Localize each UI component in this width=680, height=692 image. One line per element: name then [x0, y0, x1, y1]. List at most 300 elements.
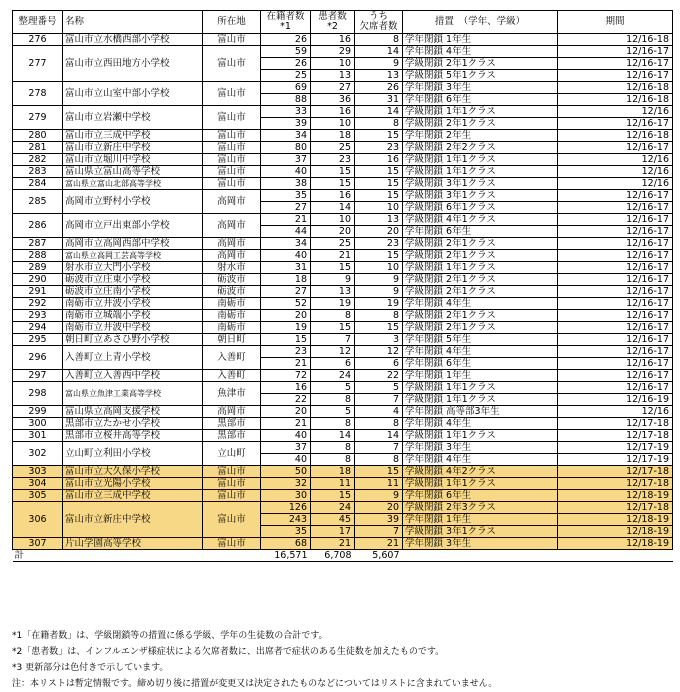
school-location: 魚津市 — [203, 382, 261, 406]
patient-count: 17 — [311, 526, 355, 538]
patient-count: 6 — [311, 358, 355, 370]
absent-count: 8 — [355, 310, 403, 322]
enrolled-count: 59 — [261, 46, 311, 58]
enrolled-count: 22 — [261, 394, 311, 406]
school-number: 300 — [13, 418, 63, 430]
patient-count: 10 — [311, 214, 355, 226]
patient-count: 7 — [311, 334, 355, 346]
closure-measure: 学級閉鎖 1年1クラス — [403, 478, 558, 490]
school-number: 284 — [13, 178, 63, 190]
enrolled-count: 38 — [261, 178, 311, 190]
header-name: 名称 — [63, 11, 203, 34]
school-location: 南砺市 — [203, 310, 261, 322]
absent-count: 9 — [355, 58, 403, 70]
enrolled-count: 19 — [261, 322, 311, 334]
closure-measure: 学級閉鎖 3年1クラス — [403, 190, 558, 202]
enrolled-count: 37 — [261, 154, 311, 166]
closure-measure: 学級閉鎖 5年1クラス — [403, 70, 558, 82]
school-location: 黒部市 — [203, 418, 261, 430]
enrolled-count: 31 — [261, 262, 311, 274]
school-location: 高岡市 — [203, 250, 261, 262]
patient-count: 11 — [311, 478, 355, 490]
school-name: 富山市立三成中学校 — [63, 130, 203, 142]
absent-count: 22 — [355, 370, 403, 382]
header-measure: 措置 （学年、学級） — [403, 11, 558, 34]
absent-count: 13 — [355, 214, 403, 226]
closure-measure: 学級閉鎖 2年2クラス — [403, 142, 558, 154]
closure-period: 12/16-18 — [558, 130, 673, 142]
school-name: 黒部市立桜井高等学校 — [63, 430, 203, 442]
closure-measure: 学年閉鎖 6年生 — [403, 226, 558, 238]
school-location: 富山市 — [203, 178, 261, 190]
absent-count: 15 — [355, 130, 403, 142]
closure-period: 12/18-19 — [558, 538, 673, 550]
enrolled-count: 34 — [261, 130, 311, 142]
enrolled-count: 25 — [261, 70, 311, 82]
footnote-4: 注：本リストは暫定情報です。締め切り後に措置が変更又は決定されたものなどについてはリストに含まれていません。 — [12, 679, 498, 689]
total-patients: 6,708 — [311, 550, 355, 562]
school-number: 294 — [13, 322, 63, 334]
table-row — [13, 406, 673, 418]
absent-count: 8 — [355, 34, 403, 46]
closure-measure: 学年閉鎖 1年生 — [403, 514, 558, 526]
school-location: 入善町 — [203, 346, 261, 370]
school-location: 富山市 — [203, 154, 261, 166]
absent-count: 26 — [355, 82, 403, 94]
closure-measure: 学級閉鎖 1年1クラス — [403, 394, 558, 406]
school-name: 砺波市立庄東小学校 — [63, 274, 203, 286]
school-number: 291 — [13, 286, 63, 298]
school-number: 283 — [13, 166, 63, 178]
table-row — [13, 334, 673, 346]
enrolled-count: 27 — [261, 286, 311, 298]
patient-count: 20 — [311, 226, 355, 238]
closure-period: 12/16-17 — [558, 70, 673, 82]
closure-measure: 学級閉鎖 2年1クラス — [403, 238, 558, 250]
school-location: 富山市 — [203, 466, 261, 478]
closure-measure: 学年閉鎖 1年生 — [403, 370, 558, 382]
closure-period: 12/16-17 — [558, 190, 673, 202]
patient-count: 18 — [311, 466, 355, 478]
total-absent: 5,607 — [355, 550, 403, 562]
closure-period: 12/16-17 — [558, 262, 673, 274]
closure-period: 12/18-19 — [558, 514, 673, 526]
patient-count: 5 — [311, 382, 355, 394]
patient-count: 25 — [311, 142, 355, 154]
closure-period: 12/18-19 — [558, 490, 673, 502]
footnote-2: *2「患者数」は、インフルエンザ様症状による欠席者数に、出席者で症状のある生徒数を加えたものです。 — [12, 647, 445, 657]
school-number: 298 — [13, 382, 63, 406]
footnotes — [12, 628, 672, 692]
closure-measure: 学年閉鎖 4年生 — [403, 46, 558, 58]
absent-count: 5 — [355, 382, 403, 394]
school-name: 高岡市立野村小学校 — [63, 190, 203, 214]
table-row — [13, 106, 673, 118]
absent-count: 21 — [355, 538, 403, 550]
school-location: 砺波市 — [203, 286, 261, 298]
enrolled-count: 20 — [261, 406, 311, 418]
school-location: 立山町 — [203, 442, 261, 466]
enrolled-count: 72 — [261, 370, 311, 382]
school-number: 299 — [13, 406, 63, 418]
enrolled-count: 50 — [261, 466, 311, 478]
absent-count: 11 — [355, 478, 403, 490]
total-blank — [558, 550, 673, 562]
closure-measure: 学級閉鎖 1年1クラス — [403, 166, 558, 178]
closure-period: 12/16-17 — [558, 58, 673, 70]
school-location: 富山市 — [203, 502, 261, 538]
total-label: 計 — [13, 550, 63, 562]
school-location: 富山市 — [203, 106, 261, 130]
closure-period: 12/16-18 — [558, 82, 673, 94]
enrolled-count: 26 — [261, 58, 311, 70]
table-row — [13, 262, 673, 274]
school-closure-table — [12, 10, 673, 562]
closure-period: 12/16-17 — [558, 298, 673, 310]
patient-count: 16 — [311, 34, 355, 46]
school-name: 富山市立光陽小学校 — [63, 478, 203, 490]
enrolled-count: 21 — [261, 418, 311, 430]
footnote-1: *1「在籍者数」は、学級閉鎖等の措置に係る学級、学年の生徒数の合計です。 — [12, 631, 328, 641]
table-row — [13, 154, 673, 166]
table-body — [13, 34, 673, 562]
table-row — [13, 142, 673, 154]
enrolled-count: 88 — [261, 94, 311, 106]
closure-measure: 学級閉鎖 2年3クラス — [403, 502, 558, 514]
closure-measure: 学級閉鎖 6年1クラス — [403, 202, 558, 214]
closure-period: 12/16-18 — [558, 34, 673, 46]
enrolled-count: 18 — [261, 274, 311, 286]
school-number: 301 — [13, 430, 63, 442]
closure-period: 12/16 — [558, 166, 673, 178]
total-blank — [403, 550, 558, 562]
closure-period: 12/17-18 — [558, 502, 673, 514]
footnote-3: *3 更新部分は色付きで示しています。 — [12, 663, 169, 673]
school-name: 富山市立水橋西部小学校 — [63, 34, 203, 46]
school-number: 279 — [13, 106, 63, 130]
school-number: 306 — [13, 502, 63, 538]
school-location: 入善町 — [203, 370, 261, 382]
patient-count: 24 — [311, 370, 355, 382]
school-name: 富山県立魚津工業高等学校 — [63, 382, 203, 406]
closure-period: 12/17-18 — [558, 418, 673, 430]
school-location: 富山市 — [203, 142, 261, 154]
school-number: 276 — [13, 34, 63, 46]
closure-measure: 学年閉鎖 6年生 — [403, 490, 558, 502]
school-name: 南砺市立井波中学校 — [63, 322, 203, 334]
enrolled-count: 40 — [261, 430, 311, 442]
school-name: 入善町立入善西中学校 — [63, 370, 203, 382]
school-name: 富山市立堀川中学校 — [63, 154, 203, 166]
closure-period: 12/16-17 — [558, 358, 673, 370]
school-name: 南砺市立城端小学校 — [63, 310, 203, 322]
enrolled-count: 52 — [261, 298, 311, 310]
absent-count: 15 — [355, 166, 403, 178]
absent-count: 4 — [355, 406, 403, 418]
table-row — [13, 214, 673, 226]
table-row — [13, 478, 673, 490]
patient-count: 36 — [311, 94, 355, 106]
closure-period: 12/16-17 — [558, 286, 673, 298]
patient-count: 10 — [311, 118, 355, 130]
school-number: 286 — [13, 214, 63, 238]
enrolled-count: 21 — [261, 214, 311, 226]
absent-count: 7 — [355, 442, 403, 454]
absent-count: 8 — [355, 454, 403, 466]
table-row — [13, 286, 673, 298]
closure-period: 12/16-17 — [558, 382, 673, 394]
absent-count: 15 — [355, 322, 403, 334]
table-row — [13, 382, 673, 394]
table-row — [13, 442, 673, 454]
closure-period: 12/16-17 — [558, 346, 673, 358]
school-name: 富山県立富山高等学校 — [63, 166, 203, 178]
enrolled-count: 68 — [261, 538, 311, 550]
patient-count: 23 — [311, 154, 355, 166]
school-name: 黒部市立たかせ小学校 — [63, 418, 203, 430]
absent-count: 15 — [355, 190, 403, 202]
patient-count: 16 — [311, 190, 355, 202]
school-number: 304 — [13, 478, 63, 490]
enrolled-count: 30 — [261, 490, 311, 502]
closure-period: 12/16-17 — [558, 46, 673, 58]
school-number: 288 — [13, 250, 63, 262]
patient-count: 27 — [311, 82, 355, 94]
closure-period: 12/16-17 — [558, 142, 673, 154]
school-number: 296 — [13, 346, 63, 370]
patient-count: 19 — [311, 298, 355, 310]
patient-count: 9 — [311, 274, 355, 286]
table-row — [13, 322, 673, 334]
absent-count: 23 — [355, 142, 403, 154]
enrolled-count: 35 — [261, 190, 311, 202]
patient-count: 15 — [311, 178, 355, 190]
closure-measure: 学年閉鎖 4年生 — [403, 418, 558, 430]
closure-period: 12/16-17 — [558, 214, 673, 226]
table-row — [13, 166, 673, 178]
closure-table-container — [12, 10, 673, 562]
absent-count: 10 — [355, 262, 403, 274]
absent-count: 9 — [355, 274, 403, 286]
patient-count: 45 — [311, 514, 355, 526]
closure-measure: 学年閉鎖 6年生 — [403, 94, 558, 106]
patient-count: 8 — [311, 310, 355, 322]
closure-period: 12/16-17 — [558, 274, 673, 286]
patient-count: 21 — [311, 250, 355, 262]
school-location: 朝日町 — [203, 334, 261, 346]
table-row — [13, 178, 673, 190]
closure-measure: 学年閉鎖 高等部3年生 — [403, 406, 558, 418]
school-number: 307 — [13, 538, 63, 550]
school-location: 富山市 — [203, 490, 261, 502]
absent-count: 9 — [355, 490, 403, 502]
school-number: 281 — [13, 142, 63, 154]
absent-count: 8 — [355, 418, 403, 430]
school-name: 富山県立富山北部高等学校 — [63, 178, 203, 190]
table-row — [13, 46, 673, 58]
school-name: 富山市立三成中学校 — [63, 490, 203, 502]
closure-period: 12/17-18 — [558, 478, 673, 490]
school-name: 富山市立西田地方小学校 — [63, 46, 203, 82]
closure-period: 12/17-18 — [558, 466, 673, 478]
school-name: 富山市立大久保小学校 — [63, 466, 203, 478]
enrolled-count: 126 — [261, 502, 311, 514]
school-number: 280 — [13, 130, 63, 142]
closure-measure: 学級閉鎖 2年1クラス — [403, 322, 558, 334]
absent-count: 39 — [355, 514, 403, 526]
enrolled-count: 69 — [261, 82, 311, 94]
closure-measure: 学級閉鎖 1年1クラス — [403, 106, 558, 118]
absent-count: 31 — [355, 94, 403, 106]
patient-count: 18 — [311, 130, 355, 142]
absent-count: 15 — [355, 178, 403, 190]
closure-period: 12/16 — [558, 154, 673, 166]
table-row — [13, 490, 673, 502]
school-name: 朝日町立あさひ野小学校 — [63, 334, 203, 346]
absent-count: 3 — [355, 334, 403, 346]
school-name: 富山市立新庄中学校 — [63, 502, 203, 538]
school-number: 282 — [13, 154, 63, 166]
absent-count: 7 — [355, 394, 403, 406]
absent-count: 12 — [355, 346, 403, 358]
absent-count: 15 — [355, 466, 403, 478]
patient-count: 15 — [311, 322, 355, 334]
school-name: 高岡市立高岡西部中学校 — [63, 238, 203, 250]
closure-measure: 学年閉鎖 6年生 — [403, 358, 558, 370]
school-location: 砺波市 — [203, 274, 261, 286]
table-row — [13, 418, 673, 430]
enrolled-count: 35 — [261, 526, 311, 538]
enrolled-count: 21 — [261, 358, 311, 370]
closure-measure: 学級閉鎖 1年1クラス — [403, 262, 558, 274]
enrolled-count: 37 — [261, 442, 311, 454]
closure-measure: 学年閉鎖 3年生 — [403, 82, 558, 94]
school-location: 黒部市 — [203, 430, 261, 442]
patient-count: 25 — [311, 238, 355, 250]
enrolled-count: 20 — [261, 310, 311, 322]
table-row — [13, 238, 673, 250]
patient-count: 15 — [311, 490, 355, 502]
closure-period: 12/18-19 — [558, 526, 673, 538]
school-location: 高岡市 — [203, 406, 261, 418]
school-number: 295 — [13, 334, 63, 346]
total-blank — [63, 550, 203, 562]
table-row — [13, 430, 673, 442]
school-name: 片山学園高等学校 — [63, 538, 203, 550]
school-name: 南砺市立井波小学校 — [63, 298, 203, 310]
closure-measure: 学年閉鎖 3年生 — [403, 538, 558, 550]
header-location: 所在地 — [203, 11, 261, 34]
total-enrolled: 16,571 — [261, 550, 311, 562]
closure-period: 12/16-18 — [558, 94, 673, 106]
patient-count: 13 — [311, 70, 355, 82]
closure-measure: 学年閉鎖 4年生 — [403, 346, 558, 358]
absent-count: 6 — [355, 358, 403, 370]
closure-measure: 学級閉鎖 2年1クラス — [403, 310, 558, 322]
school-number: 302 — [13, 442, 63, 466]
enrolled-count: 40 — [261, 454, 311, 466]
closure-measure: 学級閉鎖 4年1クラス — [403, 214, 558, 226]
patient-count: 15 — [311, 166, 355, 178]
school-location: 富山市 — [203, 538, 261, 550]
school-location: 高岡市 — [203, 214, 261, 238]
closure-period: 12/16-17 — [558, 334, 673, 346]
absent-count: 23 — [355, 238, 403, 250]
closure-measure: 学級閉鎖 4年2クラス — [403, 466, 558, 478]
school-location: 富山市 — [203, 478, 261, 490]
school-number: 278 — [13, 82, 63, 106]
patient-count: 5 — [311, 406, 355, 418]
closure-period: 12/16-17 — [558, 118, 673, 130]
table-row — [13, 310, 673, 322]
closure-period: 12/16 — [558, 406, 673, 418]
school-name: 入善町立上青小学校 — [63, 346, 203, 370]
enrolled-count: 33 — [261, 106, 311, 118]
school-name: 立山町立利田小学校 — [63, 442, 203, 466]
closure-measure: 学年閉鎖 4年生 — [403, 454, 558, 466]
enrolled-count: 40 — [261, 250, 311, 262]
absent-count: 15 — [355, 250, 403, 262]
closure-measure: 学年閉鎖 1年生 — [403, 34, 558, 46]
closure-period: 12/16-17 — [558, 322, 673, 334]
table-row — [13, 190, 673, 202]
header-absent: うち 欠席者数 — [355, 11, 403, 34]
closure-measure: 学級閉鎖 2年1クラス — [403, 250, 558, 262]
enrolled-count: 16 — [261, 382, 311, 394]
table-row — [13, 466, 673, 478]
closure-measure: 学年閉鎖 5年生 — [403, 334, 558, 346]
closure-measure: 学年閉鎖 4年生 — [403, 298, 558, 310]
table-row — [13, 502, 673, 514]
table-row — [13, 274, 673, 286]
closure-period: 12/16-17 — [558, 370, 673, 382]
patient-count: 16 — [311, 106, 355, 118]
school-location: 高岡市 — [203, 190, 261, 214]
school-number: 292 — [13, 298, 63, 310]
school-location: 富山市 — [203, 130, 261, 142]
absent-count: 14 — [355, 430, 403, 442]
enrolled-count: 34 — [261, 238, 311, 250]
school-location: 射水市 — [203, 262, 261, 274]
closure-measure: 学級閉鎖 2年1クラス — [403, 118, 558, 130]
closure-period: 12/16-19 — [558, 394, 673, 406]
absent-count: 14 — [355, 46, 403, 58]
table-row — [13, 82, 673, 94]
school-number: 297 — [13, 370, 63, 382]
enrolled-count: 15 — [261, 334, 311, 346]
absent-count: 19 — [355, 298, 403, 310]
school-location: 富山市 — [203, 46, 261, 82]
total-row — [13, 550, 673, 562]
closure-measure: 学年閉鎖 3年生 — [403, 442, 558, 454]
patient-count: 14 — [311, 202, 355, 214]
table-row — [13, 250, 673, 262]
absent-count: 20 — [355, 502, 403, 514]
enrolled-count: 39 — [261, 118, 311, 130]
patient-count: 29 — [311, 46, 355, 58]
enrolled-count: 44 — [261, 226, 311, 238]
closure-measure: 学級閉鎖 1年1クラス — [403, 382, 558, 394]
closure-measure: 学年閉鎖 2年生 — [403, 130, 558, 142]
school-location: 南砺市 — [203, 298, 261, 310]
closure-measure: 学級閉鎖 2年1クラス — [403, 58, 558, 70]
school-location: 南砺市 — [203, 322, 261, 334]
closure-period: 12/17-19 — [558, 454, 673, 466]
absent-count: 8 — [355, 118, 403, 130]
closure-period: 12/17-18 — [558, 430, 673, 442]
absent-count: 7 — [355, 526, 403, 538]
table-row — [13, 346, 673, 358]
